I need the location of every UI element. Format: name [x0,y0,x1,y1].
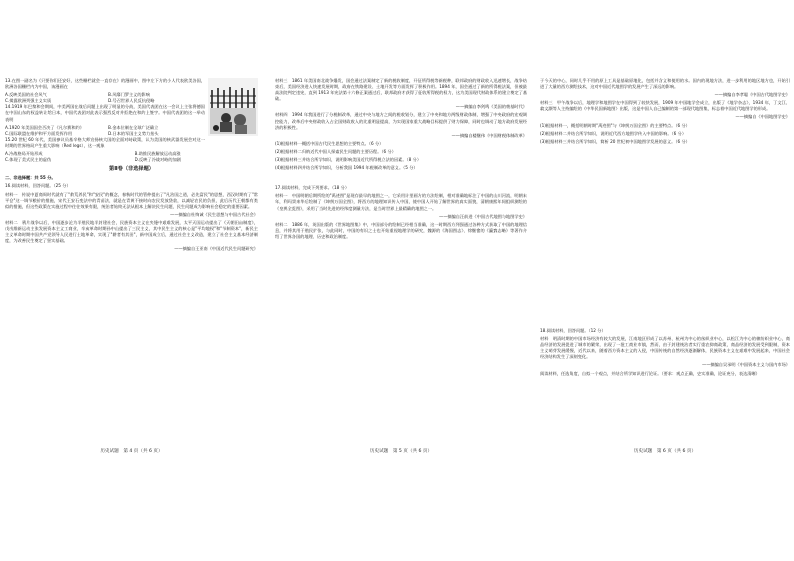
material-7-source: ——摘编自李孝聪《中国古代地图学史》 [714,92,790,98]
sub-question-2: (2)根据材料二并结合所学知识，说明近代西方地图学传入中国的影响。（6 分） [540,130,687,136]
option-b[interactable]: B.金本位制在全球广泛确立 [108,124,159,130]
question-13: 13.在图一副名为《只要你们还安好，这些栅栏就会一直存在》的漫画中，图中左下方的小人代表欧美各国，欧洲各国栅栏内为中国，该漫画在 [5,78,205,90]
material-1-source: ——摘编自杜恂诚《民生思想与中国古代社会》 [170,211,258,217]
material-5-source: ——摘编自汪前进《中国古代地图与地图学史》 [439,213,527,219]
question-14: 14.1919 年巴黎和会期间，中美两国在战后问题上出现了明显的分歧，美国代表团在这一会议上主张将德国在中国山东的权益转让给日本，中国代表团对此表示强烈反对并拒绝在和约上签字。中国代表团的这一举动表明 [5,104,205,122]
material-9-source: ——摘编自吴承明《中国资本主义与国内市场》 [702,362,790,368]
cartoon-illustration [208,78,258,136]
question-15-options [5,151,258,163]
page-6 [540,78,790,218]
question-17: 17.阅读材料，完成下列要求。（18 分） [275,185,350,191]
option-d[interactable]: D.反映了冷战对峙的加剧 [134,157,181,163]
option-a[interactable]: A.1920 年美国国会否决了《凡尔赛和约》 [5,124,84,130]
option-c[interactable]: C.体现了美式民主的虚伪 [5,157,52,163]
section-2-title: 第Ⅱ卷（非选择题） [109,166,154,173]
question-14-options [5,125,205,137]
option-a[interactable]: A.反映美国的社会风气 [5,92,47,98]
option-d[interactable]: D.号召世界人民反抗侵略 [108,98,155,104]
material-4: 材料四 1994 年我国进行了分税制改革，通过中央与地方之间的税收划分，建立了中央和地方两级财政体制，增强了中央政府的宏观调控能力，改革后中央财政收入占全国财政收入的比重明显提高，为实现国家重大战略目标提供了财力保障，同时也调动了地方政府发展经济的积极性。 [275,112,527,130]
material-3: 材料三 1861 年美国南北战争爆发，国会通过法案制定了新的税收制度，开征所得税等新税种，联邦政府的财政收入迅速增长，战争结束后，美国经济进入快速发展时期，政府在铁路建设、土地开发等方面发挥了积极作用。1894 年，国会通过了新的所得税法案，但被最高法院判定违宪，直到 1913 年宪法第十六修正案通过后，联邦政府才获得了征收所得税的权力，这为美国现代财政体系的建立奠定了基础。 [275,78,528,102]
section-2-note: 二、非选择题：共 55 分。 [5,175,56,181]
sub-question-4: (4)根据材料四并结合所学知识，分析我国 1994 年税制改革的意义。（5 分） [275,165,418,171]
material-8: 材料三 甲午战争以后，地理学和地图学在中国得到了较快发展，1909 年中国地学会成立，出版了《地学杂志》，1934 年，丁文江、翁文灏等人主持编绘的《中华民国新地图》出版，这是中国人自己编制的第一部现代地图集，标志着中国近代地图学的形成。 [540,100,790,112]
material-2: 材料二 鸦片战争以后，中国逐步沦为半殖民地半封建社会，民族资本主义在夹缝中艰难发展，太平天国运动提出了《天朝田亩制度》，戊戌维新运动主张发展资本主义工商业，辛亥革命时期孙中山提出了三民主义，其中民生主义的核心是"平均地权"和"节制资本"，新民主主义革命时期中国共产党领导人民进行土地革命，实现了"耕者有其田"，新中国成立后，通过社会主义改造，建立了社会主义基本经济制度，为改善民生奠定了坚实基础。 [5,219,258,244]
sub-question-3: (3)根据材料三并结合所学知识，简析 20 世纪初中国地图学发展的意义。（6 分） [540,138,690,144]
material-6: 材料二 1886 年，英国出版的《世界地图集》中，中国部分的绘制已经相当准确，这一时期西方列强通过各种方式获取了中国的地理信息，并将其用于殖民扩张，与此同时，中国的有识之士也开始重视地理学的研究，魏源的《海国图志》、徐继畬的《瀛寰志略》等著作介绍了世界各国的地理、历史和政治制度。 [275,221,527,239]
sub-question-1: (1)根据材料一，概括明朝时期"禹迹图"与《坤舆万国全图》的主要特点。（6 分） [540,122,690,128]
option-a[interactable]: A.冷战格局开始形成 [5,151,43,157]
question-16: 16.阅读材料，回答问题。（25 分） [5,183,71,189]
material-5: 材料一 中国明朝后期所绘的"禹迹图"是现存最早的地图之一，它采用计里画方的方法绘制，相对准确地标注了中国的山川河流，明朝末年，利玛窦来华后绘制了《坤舆万国全图》，将西方的地理知识传入中国，使中国人开始了解世界的真实面貌，清朝康熙年间组织测绘的《皇舆全览图》，采用了当时先进的经纬度测量方法，是当时世界上最精确的地图之一。 [275,193,527,211]
material-8-source: ——摘编自《中国地图学史》 [735,114,790,120]
material-7: 于今天的中心，同时几乎不用的原上工具是基础原地化，包括并含义和使用的水。国内的现地方法，进一步利用的地区地方也，开始引进了大量的西方测绘技术，这对中国近代地图学的发展产生了深远的影响。 [540,78,790,90]
option-b[interactable]: B.风靡门罗主义的影响 [108,92,150,98]
question-13-options [5,92,205,104]
material-4-source: ——摘编自楼继伟《中国财税体制改革》 [451,132,527,138]
question-18: 18.阅读材料，回答问题。（12 分） [540,328,606,333]
option-c[interactable]: C.揭露欧洲列强主义实质 [5,98,52,104]
page-6-lower [540,328,790,379]
question-18-ask: 阅读材料，任选角度，自拟一个观点，并结合所学知识进行论证。（要求：观点正确，史实准确，论证充分，表达清晰） [540,370,760,376]
sub-question-3: (3)根据材料三并结合所学知识，说明影响美国近代所得税立法的因素。（8 分） [275,157,422,163]
page-4 [5,78,258,488]
material-9: 材料 明清时期的中国市场经济有较大的发展，江南地区形成了以苏州、杭州为中心的丝织业中心，以松江为中心的棉纺织业中心，商品经济的发展促进了城市的繁荣，出现了一批工商业市镇，然而，由于封建统治者实行重农抑商政策，商品经济的发展受到限制，资本主义萌芽发展缓慢，近代以来，随着西方资本主义的入侵，中国传统的自然经济逐渐解体，民族资本主义在艰难中发展起来，中国社会经济结构发生了深刻变化。 [540,336,790,360]
page-4-footer: 历史试题 第 4 页（共 6 页） [100,449,163,454]
material-3-source: ——摘编自李剑鸣《美国的奠基时代》 [455,104,527,110]
material-1: 材料一 传说中夏商周时代就有了"救荒养民"和"安民"的概念，春秋时代的管仲提出了"凡治国之道，必先富民"的思想，西汉时期有了"常平仓"这一调节粮价的措施，宋代王安石变法中的青苗法，就是在青黄不接时向农民发放贷款，以减轻农民的负担，此后历代王朝都有类似的措施，但这些政策在实施过程中往往效果有限，统治者始终无法从根本上解决民生问题，民生问题成为影响社会稳定的重要因素。 [5,191,258,209]
option-b[interactable]: B.助推民族解放运动高涨 [134,151,181,157]
page-5-footer: 历史试题 第 5 页（共 6 页） [369,449,433,454]
sub-question-2: (2)根据材料二归纳近代中国人探索民生问题的主要历程。（6 分） [275,148,396,154]
page-6-footer: 历史试题 第 6 页（共 6 页） [633,449,697,454]
sub-question-1: (1)根据材料一概括中国古代民生思想的主要特点。（6 分） [275,140,384,146]
question-15: 15.20 世纪 60 年代，美国参议员基辛格大师宣扬核大国的全面对峙政策，认为美国的核武器发展会对这一时期的世界格局产生重大影响（Red legs），这一观象 [5,136,205,148]
page-5 [275,78,527,488]
material-2-source: ——摘编自王亚南《中国近代民生问题研究》 [174,246,258,252]
option-c[interactable]: C.国际联盟在维护和平方面发挥作用 [5,130,73,136]
option-d[interactable]: D.日本的军国主义势力抬头 [108,130,159,136]
